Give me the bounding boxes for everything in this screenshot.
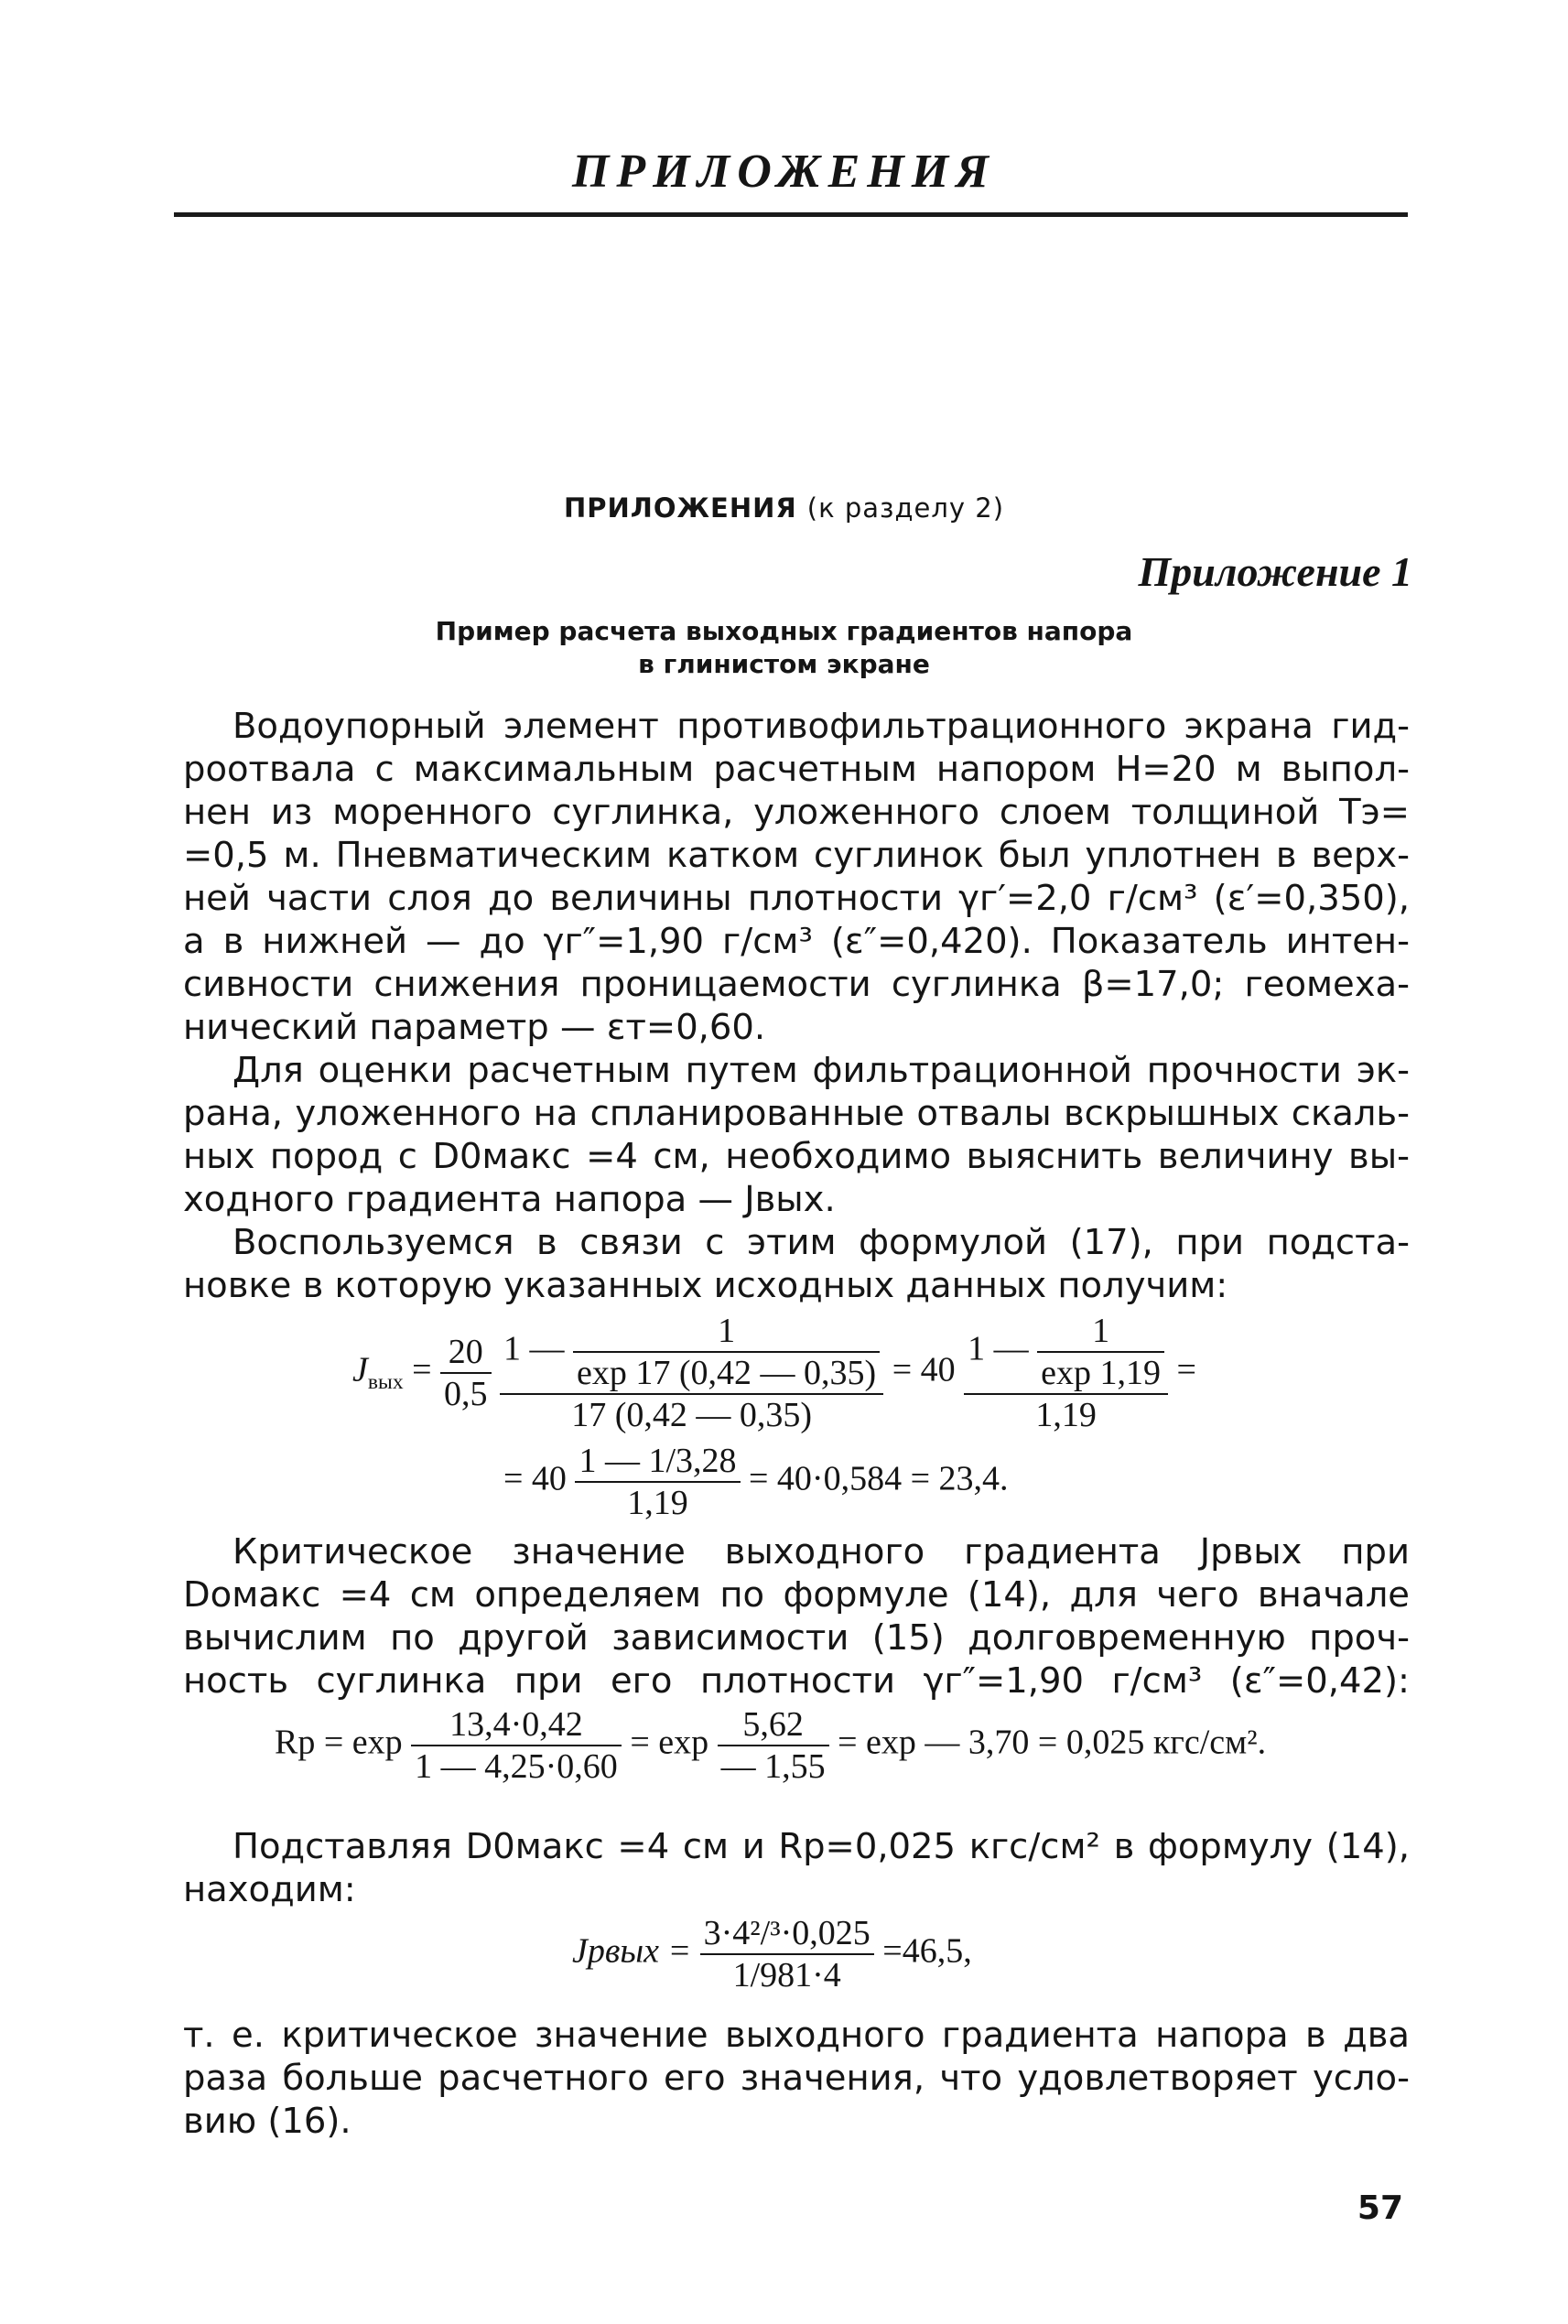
- denominator: 1,19: [964, 1393, 1168, 1435]
- section-subtitle: (к разделу 2): [806, 492, 1005, 524]
- formula-rp: [275, 1704, 1266, 1787]
- text-line: =0,5 м. Пневматическим катком суглинок был уплотнен в верх-: [183, 835, 1410, 876]
- fraction-rp-2: [718, 1704, 829, 1787]
- text-line: раза больше расчетного его значения, что удовлетворяет усло-: [183, 2058, 1410, 2099]
- numerator: 1 — 1/3,28: [579, 1442, 737, 1480]
- one-minus: 1 —: [968, 1329, 1029, 1368]
- numerator: [964, 1311, 1168, 1393]
- numerator: 20: [448, 1333, 483, 1371]
- big-fraction-1: [500, 1311, 883, 1435]
- inner-fraction-2: [1037, 1311, 1164, 1393]
- denominator: 1,19: [575, 1481, 740, 1523]
- text-line: т. е. критическое значение выходного градиента напора в два: [183, 2015, 1410, 2056]
- text-line: нический параметр — εт=0,60.: [183, 1007, 766, 1048]
- text-line: Воспользуемся в связи с этим формулой (17), при подста-: [232, 1222, 1410, 1263]
- denominator: 0,5: [440, 1372, 492, 1414]
- result: = exp — 3,70 = 0,025 кгс/см².: [838, 1723, 1267, 1762]
- header-rule: [174, 212, 1408, 217]
- denominator: — 1,55: [718, 1745, 829, 1787]
- text-line: находим:: [183, 1869, 356, 1910]
- paragraph-4: [183, 1530, 1410, 1702]
- paragraph-2: [183, 1049, 1410, 1221]
- example-title: [0, 615, 1568, 681]
- result: =46,5,: [882, 1931, 972, 1971]
- one-minus: 1 —: [503, 1329, 565, 1368]
- text-line: Водоупорный элемент противофильтрационного экрана гид-: [232, 706, 1410, 747]
- equals-exp: = exp: [630, 1723, 709, 1762]
- denominator: 1 — 4,25·0,60: [411, 1745, 622, 1787]
- text-line: Критическое значение выходного градиента Jрвых при: [232, 1531, 1410, 1573]
- denominator: 1/981·4: [700, 1953, 874, 1995]
- text-line: вычислим по другой зависимости (15) долговременную проч-: [183, 1617, 1410, 1659]
- text-line: роотвала с максимальным расчетным напором H=20 м выпол-: [183, 749, 1410, 790]
- example-title-line-2: в глинистом экране: [638, 649, 930, 679]
- paragraph-1: [183, 705, 1410, 1049]
- text-line: ность суглинка при его плотности γг″=1,90 г/см³ (ε″=0,42):: [183, 1660, 1410, 1702]
- text-line: вию (16).: [183, 2101, 351, 2142]
- numerator: [500, 1311, 883, 1393]
- numerator: 13,4·0,42: [449, 1705, 583, 1744]
- paragraph-3: [183, 1221, 1410, 1307]
- fraction-line2: [575, 1441, 740, 1523]
- text-line: ходного градиента напора — Jвых.: [183, 1179, 836, 1220]
- appendix-label: Приложение 1: [1138, 548, 1412, 595]
- section-title: [0, 492, 1568, 524]
- section-title-text: ПРИЛОЖЕНИЯ: [563, 492, 797, 524]
- fraction-j-critical: [700, 1913, 874, 1995]
- numerator: 5,62: [742, 1705, 804, 1744]
- text-line: Для оценки расчетным путем фильтрационной прочности эк-: [232, 1050, 1410, 1091]
- text-line: сивности снижения проницаемости суглинка β=17,0; геомеха-: [183, 964, 1410, 1005]
- formula-j-critical: [572, 1913, 972, 1995]
- running-header: ПРИЛОЖЕНИЯ: [571, 146, 997, 198]
- formula-lhs: J: [352, 1350, 368, 1389]
- equals-40: = 40: [892, 1350, 956, 1389]
- big-fraction-2: [964, 1311, 1168, 1435]
- text-line: нен из моренного суглинка, уложенного слоем толщиной Tэ=: [183, 792, 1410, 833]
- text-line: ней части слоя до величины плотности γг′=2,0 г/см³ (ε′=0,350),: [183, 878, 1410, 919]
- denominator: exp 17 (0,42 — 0,35): [573, 1351, 880, 1393]
- denominator: 17 (0,42 — 0,35): [500, 1393, 883, 1435]
- result: = 40·0,584 = 23,4.: [749, 1459, 1009, 1498]
- fraction-20-over-05: [440, 1332, 492, 1414]
- denominator: exp 1,19: [1037, 1351, 1164, 1393]
- equals-sign: =: [1176, 1350, 1196, 1389]
- formula-j-out-result: [503, 1441, 1009, 1523]
- text-line: рана, уложенного на спланированные отвалы вскрышных скаль-: [183, 1093, 1410, 1134]
- paragraph-5: [183, 1825, 1410, 1911]
- text-line: новке в которую указанных исходных данных получим:: [183, 1265, 1228, 1306]
- numerator: 1: [718, 1312, 736, 1350]
- equals-40: = 40: [503, 1459, 567, 1498]
- formula-lhs-subscript: вых: [367, 1369, 404, 1394]
- example-title-line-1: Пример расчета выходных градиентов напора: [435, 616, 1133, 646]
- text-line: Подставляя D0макс =4 см и Rр=0,025 кгс/см² в формулу (14),: [232, 1826, 1410, 1867]
- paragraph-6: [183, 2014, 1410, 2143]
- formula-lhs: Jрвых =: [572, 1931, 692, 1971]
- formula-j-out: $J_{вых}$ = $\frac{20}{0,5}$ 1 — $\frac{1}{\exp 17 (0,42 — 0,35)}$ 17 (0,42 — 0,35) = 40 1 — $\frac{1}{\exp 1,19}$ 1,19 =: [352, 1312, 1196, 1434]
- page-number: 57: [1357, 2189, 1403, 2227]
- text-line: Doмакс =4 см определяем по формуле (14), для чего вначале: [183, 1574, 1410, 1616]
- numerator: 3·4²/³·0,025: [703, 1914, 871, 1952]
- numerator: 1: [1092, 1312, 1110, 1350]
- text-line: ных пород с D0макс =4 см, необходимо выяснить величину вы-: [183, 1136, 1410, 1177]
- inner-fraction-1: [573, 1311, 880, 1393]
- formula-lhs: Rр = exp: [275, 1723, 403, 1762]
- text-line: а в нижней — до γг″=1,90 г/см³ (ε″=0,420). Показатель интен-: [183, 921, 1410, 962]
- fraction-rp-1: [411, 1704, 622, 1787]
